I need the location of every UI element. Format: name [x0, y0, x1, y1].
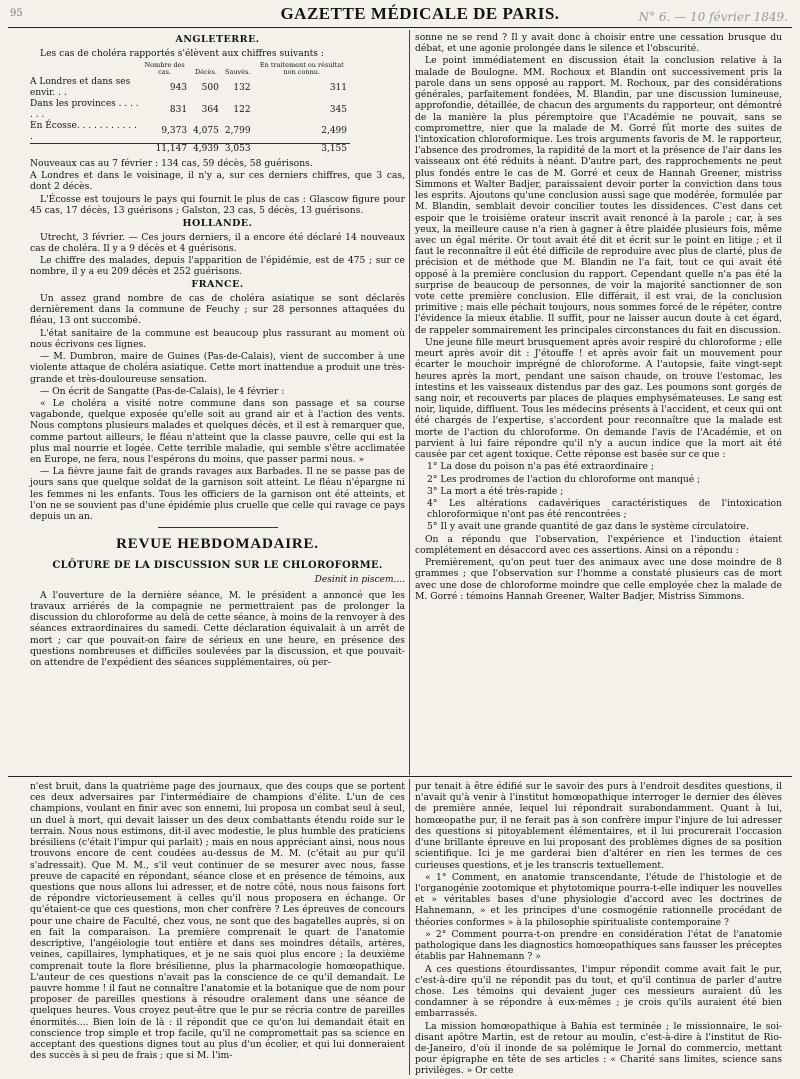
list-item: 5° Il y avait une grande quantité de gaz dans le système circulatoire.: [427, 521, 749, 533]
paragraph: Un assez grand nombre de cas de choléra asiatique se sont déclarés dernièrement dans la commune de Feuchy ; sur 28 personnes attaquées du fléau, 13 ont succombé.: [30, 292, 405, 327]
paragraph: On a répondu que l'observation, l'expérience et l'induction étaient complétement en désaccord avec ces assertions. Ainsi on a répondu :: [415, 533, 782, 556]
paragraph: La mission homœopathique à Bahia est terminée ; le missionnaire, le soi-disant apôtre Martin, est de retour au moulin, c'est-à-dire à l'institut de Rio-de-Janeiro, d'où il inonde de sa polémique le Jornal do commercio, mettant pour épigraphe en tête de ses articles : « Charité sans limites, science sans privilèges. » Or cette: [415, 1020, 782, 1077]
section-heading-angleterre: ANGLETERRE.: [175, 34, 260, 45]
paragraph: A l'ouverture de la dernière séance, M. le président a annoncé que les travaux arriérés de la compagnie ne permettraient pas de prolonger la discussion du chloroforme au delà de cette séance, à moins de la renvoyer à des séances extraordinaires du samedi. Cette déclaration équivalait à un arrêt de mort ; car que pouvait-on faire de sérieux en une heure, en présence des questions nombreuses et difficiles soulevées par la discussion, et que pouvait-on attendre de l'expédient des séances supplémentaires, où per-: [30, 589, 405, 669]
paragraph: A ces questions étourdissantes, l'impur répondit comme avait fait le pur, c'est-à-dire qu'il ne répondit pas du tout, et qu'il continua de parler d'autre chose. Les témoins qui devaient juger ces messieurs auraient dû les condamner à se répondre à eux-mêmes ; je crois qu'ils auraient été bien embarrassés.: [415, 963, 782, 1020]
paragraph: — On écrit de Sangatte (Pas-de-Calais), le 4 février :: [40, 385, 285, 397]
article-title: CLÔTURE DE LA DISCUSSION SUR LE CHLOROFORME.: [52, 559, 383, 571]
numbered-list: [415, 461, 782, 532]
table-cell: 3,155: [254, 143, 350, 154]
feuilleton-rule: [8, 776, 792, 777]
paragraph: Utrecht, 3 février. — Ces jours derniers, il a encore été déclaré 14 nouveaux cas de choléra. Il y a 9 décès et 4 guérisons.: [30, 231, 405, 254]
table-row: [30, 99, 350, 121]
table-header: En traitement ou résultat non connu.: [259, 60, 344, 76]
paragraph: L'Écosse est toujours le pays qui fournit le plus de cas : Glascow figure pour 45 cas, 17 décès, 13 guérisons ; Galston, 23 cas, 5 décès, 13 guérisons.: [30, 193, 405, 216]
table-total-row: [30, 143, 350, 154]
cholera-stats-table: [30, 61, 350, 155]
row-label: A Londres et dans ses envir. . .: [30, 77, 131, 99]
table-row: [30, 121, 350, 143]
section-rule: [158, 527, 278, 528]
feuilleton-left-column: [30, 781, 405, 1062]
table-header: Décès.: [194, 67, 217, 76]
section-heading-france: FRANCE.: [191, 279, 244, 291]
table-cell: 345: [329, 104, 347, 115]
paragraph: n'est bruit, dans la quatrième page des journaux, que des coups que se portent ces deux adversaires par l'intermédiaire de champions d'élite. L'un de ces champions, voulant en finir avec son ennemi, lui proposa un combat seul à seul, un duel à mort, qui devait laisser un des deux combattants étendu roide sur le terrain. Nous nous estimons, dit-il avec modestie, le plus humble des praticiens brésiliens (c'était l'impur qui parlait) ; mais en nous appréciant ainsi, nous nous trouvons encore de cent coudées au-dessus de M. M. (c'était au pur qu'il s'adressait). Que M. M., s'il veut continuer de se mesurer avec nous, fasse preuve de capacité en répondant, séance close et en présence de témoins, aux questions que nous allons lui adresser, et de notre côté, nous nous faisons fort de répondre victorieusement à celles qu'il nous proposera en échange. Or qu'étaient-ce que ces questions, mon cher confrère ? Les épreuves de concours pour une chaire de Faculté, chez vous, ne sont que des bagatelles auprès, si on en fait la comparaison. La première comprenait le quart de l'anatomie descriptive, l'angéiologie tout entière et dans ses moindres détails, artères, veines, capillaires, lymphatiques, et je ne sais quoi plus encore ; la deuxième comprenait toute la flore brésilienne, plus la pharmacologie homœopathique. L'auteur de ces questions n'avait pas la conscience de ce qu'il demandait. Le pauvre homme ! il faut ne connaître l'anatomie et la botanique que de nom pour proposer de pareilles questions à résoudre oralement dans une séance de quelques heures. Vous croyez peut-être que le pur se récria contre de pareilles énormités.... Bien loin de là : il répondit que ce qu'on lui demandait était en conscience trop simple et trop facile, qu'il ne compromettait pas sa science en acceptant des questions dignes tout au plus d'un écolier, et qui lui donneraient des succès à si peu de frais ; que si M. l'im-: [30, 781, 405, 1062]
table-cell: 831: [169, 104, 188, 115]
paragraph: Une jeune fille meurt brusquement après avoir respiré du chloroforme ; elle meurt après avoir dit : J'étouffe ! et après avoir fait un mouvement pour écarter le mouchoir imprégné de chloroforme. A l'autopsie, faite vingt-sept heures après la mort, pendant une saison chaude, on trouve l'estomac, les intestins et les vaisseaux distendus par des gaz. Les poumons sont gorgés de sang noir, et recouverts par places de plaques emphysémateuses. Le sang est noir, liquide, diffluent. Tous les médecins présents à l'accident, et ceux qui ont été chargés de l'expertise, s'accordent pour reconnaître que la malade est morte de l'action du chloroforme. On demande l'avis de l'Académie, et on parvient à lui faire répondre qu'il n'y a aucun indice que la mort ait été causée par cet agent toxique. Cette réponse est basée sur ce que :: [415, 336, 782, 461]
revue-title: REVUE HEBDOMADAIRE.: [116, 536, 319, 553]
section-heading-hollande: HOLLANDE.: [182, 217, 253, 229]
list-item: 3° La mort a été très-rapide ;: [427, 485, 564, 497]
row-label: Dans les provinces . . . . . . .: [30, 99, 139, 120]
paragraph: L'état sanitaire de la commune est beaucoup plus rassurant au moment où nous écrivons ces lignes.: [30, 327, 405, 350]
paragraph: — M. Dumbron, maire de Guines (Pas-de-Calais), vient de succomber à une violente attaque de choléra asiatique. Cette mort inattendue a produit une très-grande et très-douloureuse sensation.: [30, 351, 405, 385]
list-item: 4° Les altérations cadavériques caractéristiques de l'intoxication chloroformique n'ont pas été rencontrées ;: [427, 497, 782, 521]
paragraph: « Le choléra a visité notre commune dans son passage et sa course vagabonde, quelque exposée qu'elle soit au grand air et à l'action des vents. Nous comptons plusieurs malades et quelques décès, et il est à remarquer que, comme partout ailleurs, le fléau n'atteint que la classe pauvre, celle qui est la plus mal nourrie et logée. Cette terrible maladie, qui semble s'être acclimatée en Europe, ne fera, nous l'espérons du moins, que passer parmi nous. »: [30, 397, 405, 466]
epigraph: Desinit in piscem....: [314, 574, 405, 585]
column-divider-bottom: [409, 779, 410, 1075]
paragraph: pur tenait à être édifié sur le savoir des purs à l'endroit desdites questions, il n'avait qu'à venir à l'institut homœopathique interroger le dernier des élèves de première année, lequel lui répondrait surabondamment. Quant à lui, homœopathe pur, il ne ferait pas à son confrère impur l'injure de lui adresser des questions si pitoyablement élémentaires, et il lui procurerait l'occasion d'une brillante épreuve en lui proposant des problèmes dignes de sa position scientifique. Ici je me garderai bien d'altérer en rien les termes de ces curieuses questions, et je les transcris textuellement.: [415, 781, 782, 871]
list-item: 1° La dose du poison n'a pas été extraordinaire ;: [427, 461, 654, 473]
table-cell: 364: [201, 104, 219, 115]
column-divider-top: [409, 30, 410, 775]
table-cell: 4,939: [190, 143, 222, 154]
paragraph: A Londres et dans le voisinage, il n'y a, sur ces derniers chiffres, que 3 cas, dont 2 décès.: [30, 170, 405, 193]
list-item: 2° Les prodromes de l'action du chloroforme ont manqué ;: [427, 473, 701, 485]
quoted-question: » 2° Comment pourra-t-on prendre en considération l'état de l'anatomie pathologique dans les diagnostics homœopathiques sans fausser les préceptes établis par Hahnemann ? »: [415, 928, 782, 963]
paragraph: Premièrement, qu'on peut tuer des animaux avec une dose moindre de 8 grammes ; que l'observation sur l'homme a constaté plusieurs cas de mort avec une dose de chloroforme moindre que celle employée chez la malade de M. Gorré : témoins Hannah Greener, Walter Badjer, Mistriss Simmons.: [415, 557, 782, 602]
table-cell: 311: [329, 82, 347, 93]
feuilleton-right-column: [415, 781, 782, 1078]
page-number: 95: [10, 8, 23, 19]
right-column: [415, 32, 782, 603]
table-cell: 9,373: [161, 126, 188, 137]
table-cell: 2,499: [321, 126, 347, 137]
table-cell: 943: [169, 82, 188, 93]
row-label-blank: [30, 143, 139, 154]
header-rule: [8, 27, 792, 28]
table-cell: 500: [201, 82, 219, 93]
paragraph: Le chiffre des malades, depuis l'apparition de l'épidémie, est de 475 ; sur ce nombre, il y a eu 209 décès et 252 guérisons.: [30, 254, 405, 278]
table-row: [30, 77, 350, 99]
table-header-blank: [30, 61, 139, 77]
paragraph: sonne ne se rend ? Il y avait donc à choisir entre une cessation brusque du débat, et une agonie prolongée dans le silence et l'obscurité.: [415, 32, 782, 55]
paragraph: Le point immédiatement en discussion était la conclusion relative à la malade de Boulogne. MM. Rochoux et Blandin ont successivement pris la parole dans un sens opposé au rapport. M. Rochoux, par des considérations générales, parfaitement fondées, M. Blandin, par une discussion lumineuse, approfondie, détaillée, de chacun des arguments du rapporteur, ont démontré de la manière la plus péremptoire que l'Académie ne pouvait, sans se compromettre, nier que la malade de M. Gorré fût morte des suites de l'intoxication chloroformique. Les trois arguments favoris de M. le rapporteur, l'absence des prodromes, la rapidité de la mort et la présence de l'air dans les vaisseaux ont été réduits à néant. D'autre part, des rapprochements ne peut plus fondés entre le cas de M. Gorré et ceux de Hannah Greener, mistriss Simmons et Walter Badjer, paraissaient devoir porter la conviction dans tous les esprits. Ajoutons qu'une conclusion aussi sage que modérée, formulée par M. Blandin, semblait devoir concilier toutes les dissidences. C'est dans cet espoir que le troisième orateur inscrit avait renoncé à la parole ; car, à ses yeux, la meilleure cause n'a rien à gagner à être plaidée plusieurs fois, même avec un égal mérite. Or tout avait été dit et écrit sur le point en litige ; et il faut le reconnaître il eût été difficile de reproduire avec plus de clarté, plus de précision et de méthode que M. Blandin ne l'a fait, tout ce qui avait été opposé à la première conclusion du rapport. Cependant quelle n'a pas été la surprise de beaucoup de personnes, de voir la majorité sanctionner de son vote cette première conclusion. Elle différait, il est vrai, de la conclusion primitive ; mais elle péchait toujours, nous sommes forcé de le répéter, contre l'évidence la mieux établie. Il suffit, pour ne laisser aucun doute à cet égard, de rappeler sommairement les principales circonstances du fait en discussion.: [415, 55, 782, 336]
table-cell: 2,799: [224, 126, 251, 137]
table-cell: 11,147: [139, 143, 190, 154]
table-cell: 132: [233, 82, 251, 93]
paragraph: Les cas de choléra rapportés s'élèvent aux chiffres suivants :: [40, 47, 325, 59]
table-cell: 3,053: [222, 143, 254, 154]
row-label: En Écosse. . . . . . . . . . . .: [30, 120, 137, 142]
masthead-title: GAZETTE MÉDICALE DE PARIS.: [280, 4, 560, 23]
paragraph: Nouveaux cas au 7 février : 134 cas, 59 décès, 58 guérisons.: [30, 157, 313, 169]
table-cell: 122: [233, 104, 251, 115]
table-cell: 4,075: [193, 126, 219, 137]
paragraph: — La fièvre jaune fait de grands ravages aux Barbades. Il ne se passe pas de jours sans que quelque soldat de la garnison soit atteint. Le fléau n'épargne ni les femmes ni les enfants. Tous les officiers de la garnison ont été atteints, et l'on ne se souvient pas d'une épidémie plus cruelle que celle qui ravage ce pays depuis un an.: [30, 466, 405, 523]
table-header: Sauvés.: [225, 67, 251, 76]
quoted-question: « 1° Comment, en anatomie transcendante, l'étude de l'histologie et de l'organogénie zootomique et phytotomique pourra-t-elle indiquer les nouvelles et » véritables bases d'une physiologie d'accord avec les doctrines de Hahnemann, » et les principes d'une cosmogénie rationnelle procédant de théories conformes » à la philosophie spiritualiste contemporaine ?: [415, 871, 782, 928]
table-header: Nombre des cas.: [144, 60, 185, 76]
bleed-through-text: N° 6. — 10 février 1849.: [638, 10, 788, 24]
left-column: [30, 32, 405, 669]
